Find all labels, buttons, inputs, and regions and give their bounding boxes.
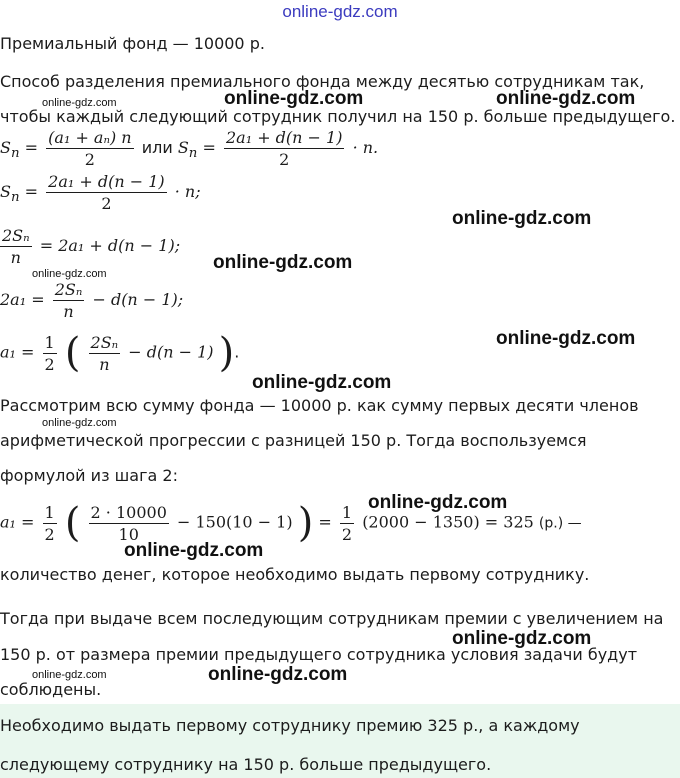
watermark: online-gdz.com <box>496 88 636 109</box>
watermark-small: online-gdz.com <box>32 268 107 280</box>
formula-sum-options: $S_n$ = $\frac{\text{(a₁ + aₙ) n}}{2}$ или $S_n$ = $\frac{\text{2a₁ + d(n − 1)}}{2}$ · n. <box>0 128 379 169</box>
watermark: online-gdz.com <box>213 252 353 273</box>
watermark: online-gdz.com <box>368 492 508 513</box>
task-line-2: чтобы каждый следующий сотрудник получил на 150 р. больше предыдущего. <box>0 107 676 126</box>
watermark: online-gdz.com <box>496 328 636 349</box>
watermark-small: online-gdz.com <box>42 97 117 109</box>
result-description: количество денег, которое необходимо выдать первому сотруднику. <box>0 565 590 584</box>
watermark: online-gdz.com <box>252 372 392 393</box>
conclusion-line-2: 150 р. от размера премии предыдущего сотрудника условия задачи будут <box>0 645 638 664</box>
watermark: online-gdz.com <box>452 208 592 229</box>
answer-line-2: следующему сотруднику на 150 р. больше предыдущего. <box>0 755 492 774</box>
consider-line-2: арифметической прогрессии с разницей 150 р. Тогда воспользуемся <box>0 431 587 450</box>
watermark: online-gdz.com <box>124 540 264 561</box>
formula-2a1: 2a₁ = $\frac{\text{2Sₙ}}{n}$ − d(n − 1); <box>0 280 184 321</box>
formula-a1: a₁ = $\frac{1}{2}$ ( $\frac{\text{2Sₙ}}{n}$ − d(n − 1) ). <box>0 330 240 376</box>
watermark-small: online-gdz.com <box>42 417 117 429</box>
conclusion-line-1: Тогда при выдаче всем последующим сотрудникам премии с увеличением на <box>0 609 664 628</box>
formula-2sn: $\frac{\text{2Sₙ}}{n}$ = 2a₁ + d(n − 1); <box>2 226 181 267</box>
premium-fund-line: Премиальный фонд — 10000 р. <box>0 34 265 53</box>
watermark: online-gdz.com <box>208 664 348 685</box>
watermark-small: online-gdz.com <box>32 669 107 681</box>
formula-sum: $S_n$ = $\frac{\text{2a₁ + d(n − 1)}}{2}$ · n; <box>0 172 201 213</box>
formula-calculation: a₁ = $\frac{1}{2}$ ( $\frac{2 \cdot 10000}{10}$ − 150(10 − 1) ) = $\frac{1}{2}$ (2000 − 1350) = 325 (р.) — <box>0 500 582 546</box>
task-line-1: Способ разделения премиального фонда между десятью сотрудникам так, <box>0 72 645 91</box>
consider-line-3: формулой из шага 2: <box>0 466 178 485</box>
site-header-link[interactable]: online-gdz.com <box>282 2 398 21</box>
watermark: online-gdz.com <box>452 628 592 649</box>
watermark: online-gdz.com <box>224 88 364 109</box>
answer-line-1: Необходимо выдать первому сотруднику премию 325 р., а каждому <box>0 716 580 735</box>
conclusion-line-3: соблюдены. <box>0 680 102 699</box>
consider-line-1: Рассмотрим всю сумму фонда — 10000 р. как сумму первых десяти членов <box>0 396 639 415</box>
